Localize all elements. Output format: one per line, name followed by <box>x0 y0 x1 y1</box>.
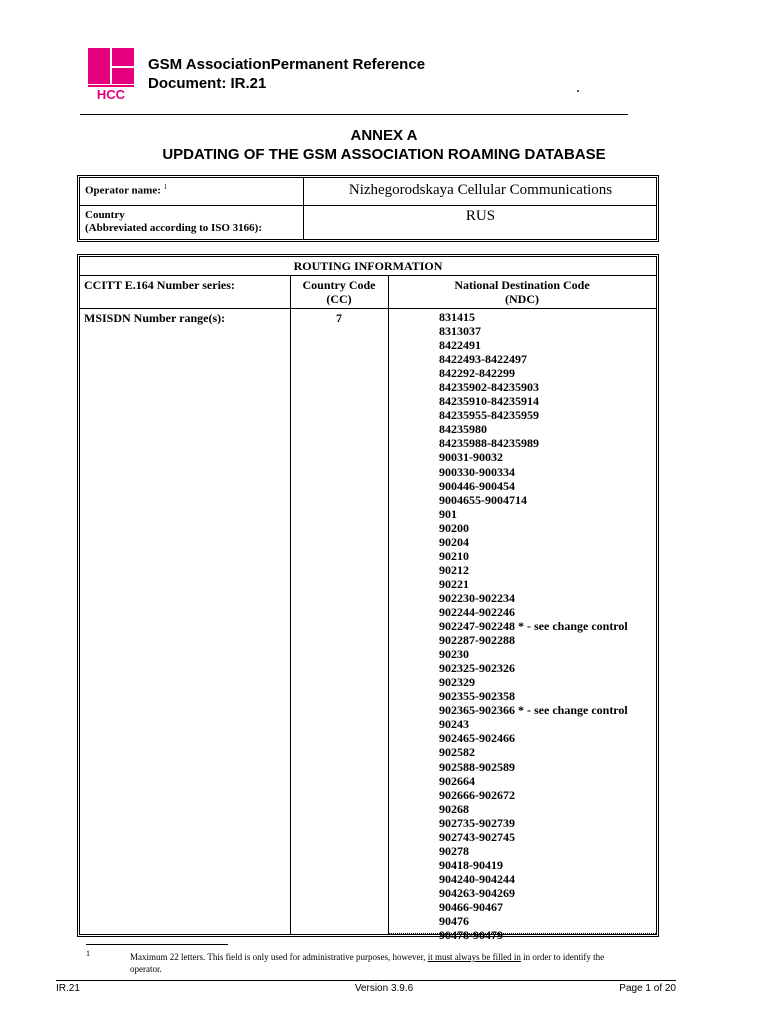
routing-header-row <box>80 276 656 309</box>
routing-table <box>77 254 659 943</box>
document-header-title <box>148 55 548 93</box>
footnote-mark: 1 <box>163 183 168 191</box>
cc-header-line2: (CC) <box>326 292 352 306</box>
ndc-item: 902287-902288 <box>439 633 515 648</box>
ndc-list <box>388 309 656 942</box>
country-label-cell <box>80 206 304 239</box>
ndc-item: 84235988-84235989 <box>439 436 539 451</box>
operator-label-cell <box>80 178 304 205</box>
ndc-item: 902588-902589 <box>439 759 515 774</box>
ndc-header-line1: National Destination Code <box>454 278 590 292</box>
cc-header <box>290 276 388 308</box>
routing-heading: ROUTING INFORMATION <box>80 257 656 276</box>
header-title-line2: Document: IR.21 <box>148 75 267 92</box>
ndc-item: 902735-902739 <box>439 815 515 830</box>
operator-row <box>80 178 656 206</box>
header-title-line1: GSM AssociationPermanent Reference <box>148 56 426 73</box>
ndc-item: 90221 <box>439 576 469 591</box>
msisdn-label: MSISDN Number range(s): <box>84 311 226 325</box>
footnote-text <box>130 951 630 975</box>
ndc-item: 90243 <box>439 717 469 732</box>
msisdn-row <box>80 309 656 943</box>
footer-page-number: Page 1 of 20 <box>619 983 676 994</box>
ndc-item: 90204 <box>439 534 469 549</box>
ndc-item: 90230 <box>439 647 469 662</box>
ndc-item: 831415 <box>439 310 475 324</box>
ndc-item: 84235910-84235914 <box>439 394 539 409</box>
ndc-item: 90210 <box>439 548 469 563</box>
ndc-item: 9004655-9004714 <box>439 492 527 507</box>
ndc-item: 901 <box>439 506 457 521</box>
country-label-line2: (Abbreviated according to ISO 3166): <box>85 222 263 234</box>
operator-table <box>77 175 659 242</box>
ndc-item: 902244-902246 <box>439 604 515 619</box>
ndc-item: 904240-904244 <box>439 871 515 886</box>
ndc-item: 902365-902366 * - see change control <box>439 703 628 718</box>
ndc-item: 900446-900454 <box>439 478 515 493</box>
operator-label: Operator name: <box>85 184 161 197</box>
ndc-header <box>388 276 656 308</box>
continuation-dotted-line <box>388 933 656 934</box>
stray-dot <box>577 90 579 92</box>
ndc-item: 902664 <box>439 773 475 788</box>
footer-doc-id: IR.21 <box>56 983 80 994</box>
ndc-item: 902247-902248 * - see change control <box>439 619 628 634</box>
ndc-item: 902230-902234 <box>439 590 515 605</box>
ndc-item: 902465-902466 <box>439 731 515 746</box>
ndc-item: 8422491 <box>439 338 481 353</box>
footer-rule <box>56 980 676 981</box>
ndc-item: 90031-90032 <box>439 450 503 465</box>
country-row <box>80 206 656 239</box>
ndc-item: 902329 <box>439 675 475 690</box>
operator-value: Nizhegorodskaya Cellular Communications <box>348 182 613 198</box>
ndc-item: 90476 <box>439 914 469 929</box>
ndc-item: 84235902-84235903 <box>439 380 539 395</box>
annex-subtitle: UPDATING OF THE GSM ASSOCIATION ROAMING DATABASE <box>162 146 606 163</box>
ndc-item: 90200 <box>439 520 469 535</box>
ndc-item: 902325-902326 <box>439 661 515 676</box>
ndc-item: 902582 <box>439 745 475 760</box>
ndc-item: 90278 <box>439 843 469 858</box>
ndc-item: 90466-90467 <box>439 899 503 914</box>
footnote-text-part1: Maximum 22 letters. This field is only used for administrative purposes, however, <box>130 952 428 962</box>
footnote-rule <box>86 944 228 945</box>
ndc-item: 84235955-84235959 <box>439 408 539 423</box>
ndc-item: 900330-900334 <box>439 464 515 479</box>
footnote-text-underlined: it must always be filled in <box>427 952 521 962</box>
ndc-item: 90212 <box>439 562 469 577</box>
ndc-item: 8422493-8422497 <box>439 352 527 367</box>
logo-text: HCC <box>96 87 126 100</box>
footer-version: Version 3.9.6 <box>354 983 414 994</box>
ndc-item: 8313037 <box>439 324 481 339</box>
hcc-logo <box>88 48 134 100</box>
ndc-item: 842292-842299 <box>439 366 515 381</box>
country-code-value: 7 <box>336 311 342 325</box>
header-divider <box>80 114 628 115</box>
ndc-item: 902743-902745 <box>439 829 515 844</box>
footnote-text-part2: in order to identify the operator. <box>130 952 605 974</box>
e164-header: CCITT E.164 Number series: <box>84 278 235 292</box>
cc-header-line1: Country Code <box>302 278 376 292</box>
country-value: RUS <box>465 208 496 224</box>
ndc-item: 84235980 <box>439 422 487 437</box>
ndc-item: 904263-904269 <box>439 885 515 900</box>
country-label-line1: Country <box>85 209 125 221</box>
ndc-item: 90478-90479 <box>439 928 503 943</box>
ndc-item: 90268 <box>439 801 469 816</box>
footnote-number: 1 <box>86 949 90 958</box>
ndc-item: 90418-90419 <box>439 857 503 872</box>
ndc-item: 902666-902672 <box>439 787 515 802</box>
ndc-item: 902355-902358 <box>439 689 515 704</box>
ndc-cell <box>388 309 656 942</box>
ndc-header-line2: (NDC) <box>505 292 539 306</box>
annex-title: ANNEX A <box>350 127 418 144</box>
